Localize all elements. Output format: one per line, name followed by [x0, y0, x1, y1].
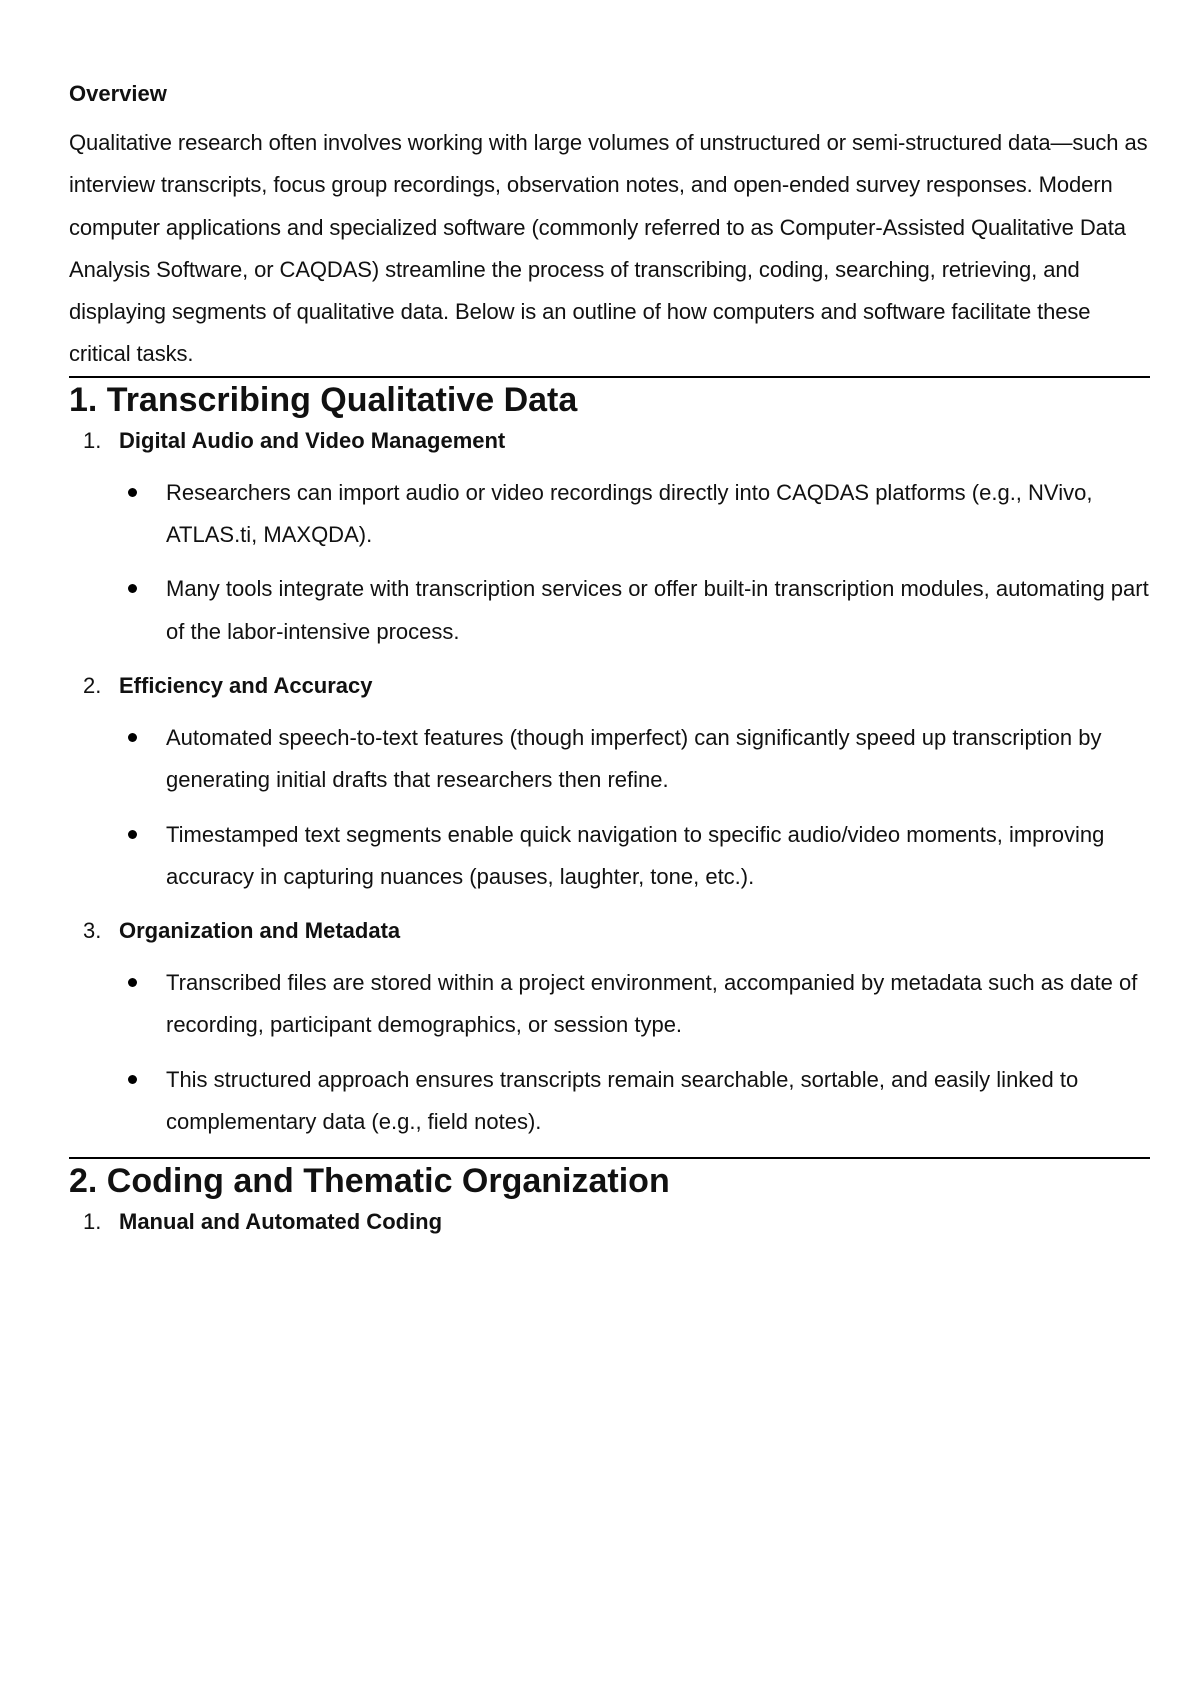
list-item-title: Efficiency and Accuracy	[119, 672, 373, 698]
bullet-text: Automated speech-to-text features (though imperfect) can significantly speed up transcription by generating initial drafts that researchers then refine.	[166, 724, 1102, 793]
list-item	[69, 422, 1150, 653]
section-2-heading: 2. Coding and Thematic Organization	[69, 1162, 670, 1201]
section-2-list	[69, 1203, 1150, 1241]
bullet-dot-icon	[128, 830, 137, 839]
bullet-dot-icon	[128, 488, 137, 497]
bullet-dot-icon	[128, 733, 137, 742]
bullet-text: This structured approach ensures transcripts remain searchable, sortable, and easily linked to complementary data (e.g., field notes).	[166, 1066, 1079, 1135]
list-item-number: 3.	[83, 918, 102, 944]
list-item-title: Digital Audio and Video Management	[119, 427, 506, 453]
bullet-item	[69, 814, 1150, 899]
bullet-dot-icon	[128, 978, 137, 987]
bullet-dot-icon	[128, 1075, 137, 1084]
document-page	[69, 78, 1150, 1241]
list-item-title: Manual and Automated Coding	[119, 1209, 443, 1235]
list-item-number: 1.	[83, 427, 102, 453]
bullet-item	[69, 472, 1150, 557]
overview-paragraph: Qualitative research often involves working with large volumes of unstructured or semi-structured data—such as interview transcripts, focus group recordings, observation notes, and open-ended survey responses. Modern computer applications and specialized software (commonly referred to as Computer-Assisted Qualitative Data Analysis Software, or CAQDAS) streamline the process of transcribing, coding, searching, retrieving, and displaying segments of qualitative data. Below is an outline of how computers and software facilitate these critical tasks.	[69, 130, 1148, 367]
overview-label: Overview	[69, 81, 167, 106]
bullet-item	[69, 717, 1150, 802]
bullet-list	[119, 472, 1150, 653]
section-1-list	[69, 422, 1150, 1144]
bullet-item	[69, 962, 1150, 1047]
bullet-list	[119, 962, 1150, 1143]
list-item	[69, 912, 1150, 1143]
list-item-number: 2.	[83, 672, 102, 698]
bullet-text: Transcribed files are stored within a project environment, accompanied by metadata such as date of recording, participant demographics, or session type.	[166, 970, 1138, 1038]
bullet-text: Timestamped text segments enable quick navigation to specific audio/video moments, improving accuracy in capturing nuances (pauses, laughter, tone, etc.).	[166, 821, 1105, 889]
list-item-number: 1.	[83, 1209, 102, 1235]
bullet-item	[69, 1059, 1150, 1144]
bullet-text: Many tools integrate with transcription services or offer built-in transcription modules, automating part of the labor-intensive process.	[166, 576, 1149, 644]
list-item	[69, 1203, 1150, 1241]
section-1-heading: 1. Transcribing Qualitative Data	[69, 380, 578, 419]
list-item-title: Organization and Metadata	[119, 918, 401, 944]
bullet-dot-icon	[128, 584, 137, 593]
bullet-text: Researchers can import audio or video recordings directly into CAQDAS platforms (e.g., NVivo, ATLAS.ti, MAXQDA).	[166, 479, 1093, 548]
list-item	[69, 667, 1150, 898]
bullet-item	[69, 568, 1150, 653]
bullet-list	[119, 717, 1150, 898]
